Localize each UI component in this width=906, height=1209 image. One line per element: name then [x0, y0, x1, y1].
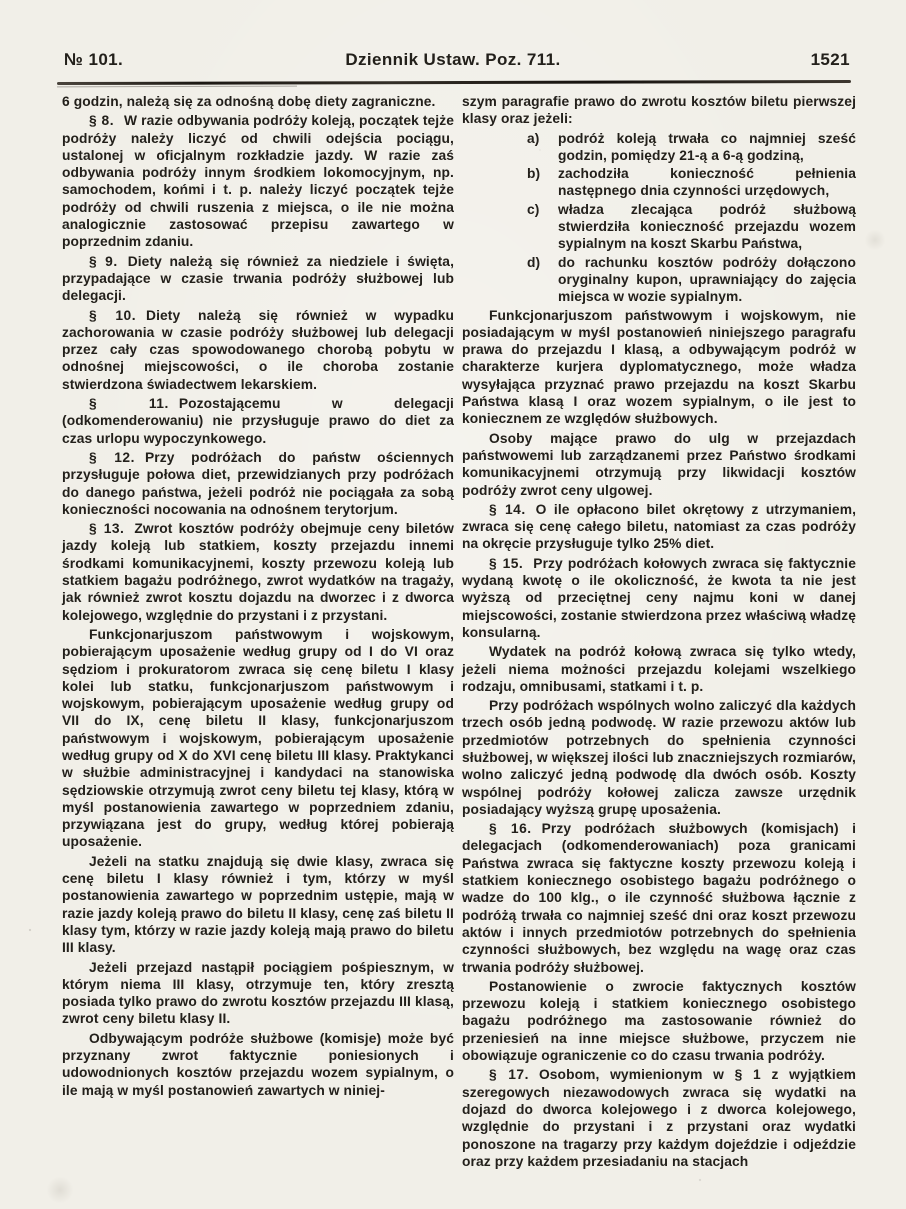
column-left: [62, 93, 454, 1101]
page-header: [0, 50, 906, 74]
section-number: § 15.: [489, 555, 524, 571]
clause-item-a: [462, 130, 856, 165]
paragraph-section-8: [62, 112, 454, 250]
paragraph-text: Przy podróżach wspólnych wolno zaliczyć dla każdych trzech osób jedną podwodę. W razie przewozu aktów lub przedmiotów potrzebnych do spełnienia czynności służbowej, w większej ilości lub znaczniejszych rozmiarów, wolno zaliczyć jedną podwodę dla dwóch osób. Koszty wspólnej podróży kołowej zalicza zawsze urzędnik posiadający wyższą grupę uposażenia.: [462, 698, 856, 817]
section-number: § 17.: [489, 1067, 529, 1083]
paragraph-section-17: [462, 1066, 856, 1170]
paragraph-text: Pozostającemu w delegacji (odkomenderowaniu) nie przysługuje prawo do diet za czas urlopu wypoczynkowego.: [62, 396, 454, 446]
paragraph-section-9: [62, 253, 454, 305]
paragraph-text: Diety należą się również za niedziele i święta, przypadające w czasie trwania podróży służbowej lub delegacji.: [62, 253, 455, 304]
section-number: § 16.: [489, 821, 532, 837]
clause-text: podróż koleją trwała co najmniej sześć godzin, pomiędzy 21-ą a 6-ą godziną,: [558, 130, 856, 163]
paragraph-section-16: [462, 820, 856, 976]
paragraph-text: Wydatek na podróż kołową zwraca się tylko wtedy, jeżeli niema możności przejazdu kolejami wszelkiego rodzaju, omnibusami, statkami i t. p.: [462, 644, 856, 694]
paragraph-section-14: [462, 501, 856, 553]
paragraph-text: O ile opłacono bilet okrętowy z utrzymaniem, zwraca się cenę całego biletu, natomiast za czas podróży na okręcie przysługuje tylko 25% diet.: [462, 501, 856, 552]
clause-list: [462, 130, 856, 306]
paragraph-section-10: [62, 307, 454, 393]
clause-text: zachodziła konieczność pełnienia następnego dnia czynności urzędowych,: [558, 166, 856, 199]
paragraph-text: Funkcjonarjuszom państwowym i wojskowym, nie posiadającym w myśl postanowień niniejszego paragrafu prawa do przejazdu I klasą, a odbywającym podróż w charakterze kurjera dyplomatycznego, może władza wysyłająca przyznać prawo przejazdu na koszt Skarbu Państwa klasą I oraz wozem sypialnym, o ile jest to koniecznem ze względów służbowych.: [462, 307, 856, 427]
paragraph-text: Diety należą się również w wypadku zachorowania w czasie podróży służbowej lub delegacji przez cały czas spowodowanego chorobą pobytu w odnośnej miejscowości, o ile choroba zostanie stwierdzona świadectwem lekarskiem.: [62, 307, 454, 392]
paragraph-text: W razie odbywania podróży koleją, początek tejże podróży należy liczyć od chwili odejścia pociągu, ustalonej w oficjalnym rozkładzie jazdy. W razie zaś odbywania podróży innym środkiem lokomocyjnym, np. samochodem, końmi i t. p. należy liczyć początek tejże podróży od chwili ruszenia z miejsca, o ile nie można analogicznie zastosować przepisu zawartego w poprzednim zdaniu.: [62, 113, 454, 250]
section-number: § 13.: [89, 521, 125, 537]
paragraph-text: Funkcjonarjuszom państwowym i wojskowym, pobierającym uposażenie według grupy od I do VI oraz sędziom i prokuratorom zwraca się cenę biletu I klasy kolei lub statku, funkcjonarjuszom państwowym i wojskowym, pobierającym uposażenie według grupy od VII do IX, cenę biletu II klasy, funkcjonarjuszom państwowym i wojskowym, pobierającym uposażenie według grupy od X do XVI cenę biletu III klasy. Praktykanci w służbie administracyjnej i kandydaci na stanowiska sędziowskie otrzymują zwrot ceny biletu tej klasy, którą w myśl postanowienia zawartego w poprzedniem zdaniu, przywiązana jest do grupy, według której pobierają uposażenie.: [62, 626, 454, 850]
paragraph: [462, 430, 856, 499]
paragraph: [62, 959, 454, 1028]
paragraph: [462, 978, 856, 1064]
clause-label: a): [527, 130, 540, 146]
paragraph-text: szym paragrafie prawo do zwrotu kosztów biletu pierwszej klasy oraz jeżeli:: [462, 94, 856, 127]
paragraph: [62, 626, 454, 851]
header-rule-fragment: [57, 86, 297, 88]
paragraph-text: 6 godzin, należą się za odnośną dobę diety zagraniczne.: [62, 94, 436, 109]
section-number: § 14.: [489, 501, 526, 517]
paragraph: [462, 643, 856, 695]
clause-item-d: [462, 254, 856, 306]
clause-text: do rachunku kosztów podróży dołączono oryginalny kupon, uprawniający do zajęcia miejsca w wozie sypialnym.: [558, 254, 856, 305]
paragraph: [62, 853, 454, 957]
paragraph-text: Zwrot kosztów podróży obejmuje ceny biletów jazdy koleją lub statkiem, koszty przejazdu innemi środkami komunikacyjnemi, koszty przewozu koleją lub statkiem bagażu podróżnego, zwrot wydatków na tragaży, jak również zwrot kosztu dojazdu na dworzec i z dworca kolejowego, względnie do przystani i z przystani.: [62, 521, 454, 623]
section-number: § 11.: [89, 396, 169, 412]
paragraph: [62, 1030, 454, 1099]
paragraph-text: Osobom, wymienionym w § 1 z wyjątkiem szeregowych niezawodowych zwraca się wydatki na dojazd do dworca kolejowego i z dworca kolejowego, względnie do przystani i z przystani oraz wydatki ponoszone na tragarzy przy każdym dojeździe i odjeździe oraz przy każdem przesiadaniu na stacjach: [462, 1067, 857, 1169]
issue-number: № 101.: [64, 50, 124, 69]
column-right: [462, 93, 856, 1172]
paragraph: [462, 697, 856, 818]
clause-text: władza zlecająca podróż służbową stwierdziła konieczność przejazdu wozem sypialnym na koszt Skarbu Państwa,: [558, 201, 856, 252]
page-number: 1521: [810, 50, 850, 69]
clause-label: b): [527, 166, 541, 182]
clause-label: c): [527, 201, 540, 217]
clause-label: d): [527, 254, 541, 270]
paragraph-text: Przy podróżach kołowych zwraca się faktycznie wydaną kwotę o ile okoliczność, że kwota ta nie jest wyższą od przeciętnej ceny najmu koni w danej miejscowości, zostanie stwierdzona przez właściwą władzę konsularną.: [462, 555, 856, 640]
paragraph-section-15: [462, 555, 856, 641]
section-number: § 12.: [89, 449, 135, 465]
paragraph-section-12: [62, 449, 454, 518]
section-number: § 9.: [89, 253, 118, 269]
journal-title: Dziennik Ustaw. Poz. 711.: [345, 50, 561, 69]
clause-item-b: [462, 165, 856, 200]
paragraph-continuation: [62, 93, 454, 110]
section-number: § 10.: [89, 307, 137, 323]
paragraph-section-13: [62, 520, 454, 624]
paragraph-text: Osoby mające prawo do ulg w przejazdach państwowemi lub zarządzanemi przez Państwo środkami komunikacyjnemi otrzymują przy likwidacji kosztów podróży zwrot ceny ulgowej.: [462, 430, 856, 498]
paragraph-text: Jeżeli przejazd nastąpił pociągiem pośpiesznym, w którym niema III klasy, otrzymuje ten, który zresztą posiada tylko prawo do zwrotu kosztów przejazdu III klasą, zwrot ceny biletu klasy II.: [62, 959, 454, 1027]
paragraph-text: Jeżeli na statku znajdują się dwie klasy, zwraca się cenę biletu I klasy również i tym, którzy w myśl postanowienia zawartego w poprzednim ustępie, mają w razie jazdy koleją prawo do biletu II klasy, cenę zaś biletu II klasy tym, którzy w razie jazdy koleją mają prawo do biletu III klasy.: [62, 853, 454, 956]
paragraph-text: Przy podróżach do państw ościennych przysługuje połowa diet, przewidzianych przy podróżach do danego państwa, jeżeli podróż nie pociągała za sobą konieczności nocowania na odnośnem terytorjum.: [62, 449, 454, 517]
paragraph-section-11: [62, 395, 454, 447]
header-rule: [57, 80, 851, 85]
section-number: § 8.: [89, 113, 115, 129]
paragraph-text: Odbywającym podróże służbowe (komisje) może być przyznany zwrot faktycznie poniesionych i udowodnionych kosztów przejazdu wozem sypialnym, o ile mają w myśl postanowień zawartych w niniej-: [62, 1030, 454, 1098]
paragraph: [462, 307, 856, 428]
paragraph-text: Postanowienie o zwrocie faktycznych kosztów przewozu koleją i statkiem koniecznego osobistego bagażu podróżnego ma zastosowanie również do przeniesień na inne miejsce służbowe, przyczem nie obowiązuje ograniczenie co do czasu trwania podróży.: [462, 978, 856, 1064]
paragraph-continuation: [462, 93, 856, 128]
clause-item-c: [462, 201, 856, 253]
paragraph-text: Przy podróżach służbowych (komisjach) i delegacjach (odkomenderowaniach) poza granicami Państwa zwraca się faktyczne koszty przewozu koleją i statkiem koniecznego osobistego bagażu podróżnego o wadze do 100 klg., o ile czynność służbowa łącznie z podróżą trwała co najmniej sześć dni oraz koszt przewozu aktów i innych przedmiotów potrzebnych do spełnienia czynności służbowych, bez względu na wagę oraz czas trwania podróży służbowej.: [462, 821, 857, 975]
